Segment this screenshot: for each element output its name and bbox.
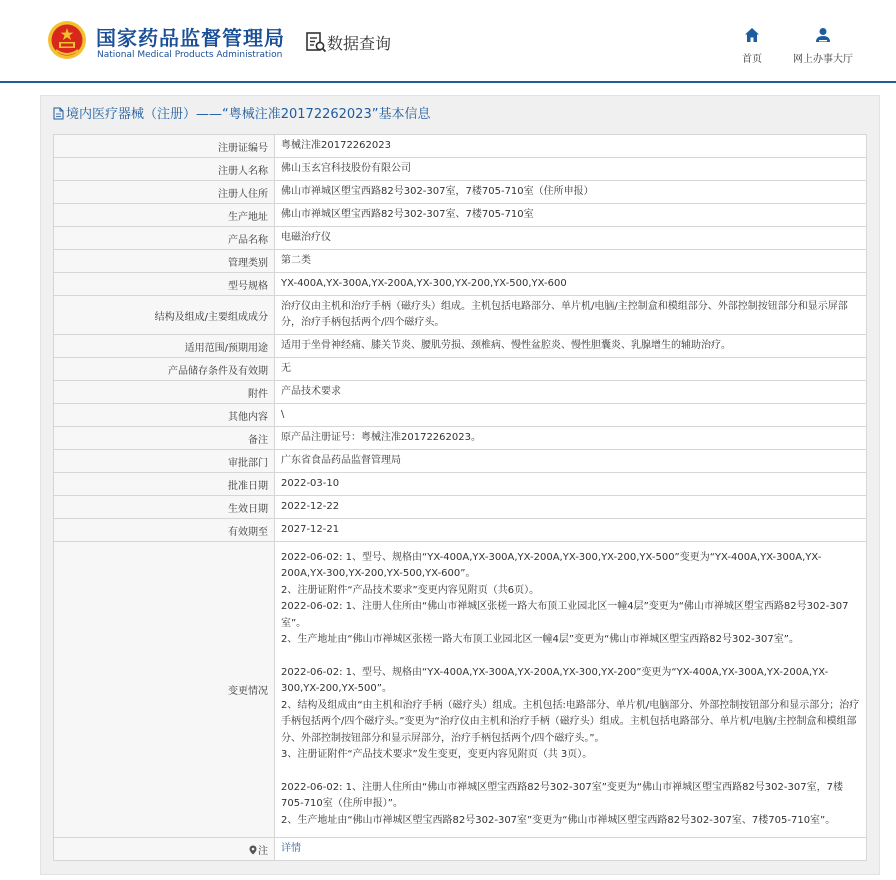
table-row <box>54 335 867 358</box>
table-row <box>54 496 867 519</box>
changes-label: 变更情况 <box>54 542 275 838</box>
field-label: 审批部门 <box>54 450 275 473</box>
table-row <box>54 381 867 404</box>
field-label: 生效日期 <box>54 496 275 519</box>
detail-panel <box>40 95 880 875</box>
note-row <box>54 838 867 861</box>
note-label: 注 <box>258 845 268 857</box>
field-label: 型号规格 <box>54 273 275 296</box>
change-line: 2022-06-02: 1、注册人住所由“佛山市禅城区塱宝西路82号302-307室”变更为“佛山市禅城区塱宝西路82号302-307室，7楼705-710室（住所申报）”。 <box>281 781 843 810</box>
field-label: 备注 <box>54 427 275 450</box>
changes-value <box>275 542 867 838</box>
field-label: 适用范围/预期用途 <box>54 335 275 358</box>
field-label: 产品名称 <box>54 227 275 250</box>
field-value: 产品技术要求 <box>275 381 867 404</box>
note-value <box>275 838 867 861</box>
field-value: 适用于坐骨神经痛、膝关节炎、腰肌劳损、颈椎病、慢性盆腔炎、慢性胆囊炎、乳腺增生的辅助治疗。 <box>275 335 867 358</box>
field-value: 2022-12-22 <box>275 496 867 519</box>
field-value: 无 <box>275 358 867 381</box>
nav-home-label: 首页 <box>742 54 762 65</box>
note-label-cell <box>54 838 275 861</box>
table-row <box>54 273 867 296</box>
field-value: 广东省食品药品监督管理局 <box>275 450 867 473</box>
nav-home[interactable] <box>733 26 771 65</box>
field-label: 有效期至 <box>54 519 275 542</box>
field-value: 佛山市禅城区塱宝西路82号302-307室、7楼705-710室 <box>275 204 867 227</box>
nav-online-office-label: 网上办事大厅 <box>793 54 853 65</box>
table-row <box>54 358 867 381</box>
field-value: 第二类 <box>275 250 867 273</box>
change-line: 2、注册证附件“产品技术要求”变更内容见附页（共6页）。 <box>281 584 540 596</box>
field-value: 2027-12-21 <box>275 519 867 542</box>
field-label: 批准日期 <box>54 473 275 496</box>
table-row <box>54 519 867 542</box>
info-table <box>53 134 867 861</box>
field-label: 注册人住所 <box>54 181 275 204</box>
data-query-icon <box>305 31 327 53</box>
field-value: 原产品注册证号：粤械注准20172262023。 <box>275 427 867 450</box>
change-line: 2022-06-02: 1、注册人住所由“佛山市禅城区张槎一路大布顶工业园北区一幢4层”变更为“佛山市禅城区塱宝西路82号302-307室”。 <box>281 601 849 629</box>
pin-icon <box>249 845 257 855</box>
table-row <box>54 227 867 250</box>
table-row <box>54 181 867 204</box>
table-row <box>54 250 867 273</box>
field-value: 电磁治疗仪 <box>275 227 867 250</box>
field-label: 附件 <box>54 381 275 404</box>
site-logo-subtitle: National Medical Products Administration <box>97 50 283 60</box>
header-divider <box>0 81 896 83</box>
nav-online-office[interactable] <box>790 26 856 65</box>
site-header <box>0 0 896 82</box>
field-label: 生产地址 <box>54 204 275 227</box>
table-row <box>54 404 867 427</box>
change-line: 2、生产地址由“佛山市禅城区张槎一路大布顶工业园北区一幢4层”变更为“佛山市禅城区塱宝西路82号302-307室”。 <box>281 634 799 646</box>
change-block <box>281 665 860 764</box>
panel-title <box>53 103 430 122</box>
data-query-label[interactable]: 数据查询 <box>327 34 392 53</box>
field-value: YX-400A,YX-300A,YX-200A,YX-300,YX-200,YX-500,YX-600 <box>275 273 867 296</box>
change-line: 2、生产地址由“佛山市禅城区塱宝西路82号302-307室”变更为“佛山市禅城区塱宝西路82号302-307室、7楼705-710室”。 <box>281 814 836 826</box>
field-label: 其他内容 <box>54 404 275 427</box>
panel-title-text: 境内医疗器械（注册）——“粤械注准20172262023”基本信息 <box>66 107 431 122</box>
user-icon <box>815 26 831 44</box>
site-logo-title: 国家药品监督管理局 <box>96 26 285 50</box>
field-label: 注册证编号 <box>54 135 275 158</box>
table-row <box>54 427 867 450</box>
field-label: 管理类别 <box>54 250 275 273</box>
field-value: 粤械注准20172262023 <box>275 135 867 158</box>
field-label: 注册人名称 <box>54 158 275 181</box>
field-value: 治疗仪由主机和治疗手柄（磁疗头）组成。主机包括电路部分、单片机/电脑/主控制盒和模组部分、外部控制按钮部分和显示屏部分，治疗手柄包括两个/四个磁疗头。 <box>275 296 867 335</box>
field-value: \ <box>275 404 867 427</box>
field-label: 产品储存条件及有效期 <box>54 358 275 381</box>
home-icon <box>744 26 760 44</box>
detail-link[interactable]: 详情 <box>281 842 301 854</box>
change-line: 2022-06-02: 1、型号、规格由“YX-400A,YX-300A,YX-200A,YX-300,YX-200,YX-500”变更为“YX-400A,YX-300A,YX-200A,YX-300,YX-200,YX-500,YX-600”。 <box>281 551 822 580</box>
change-line: 2、结构及组成由“由主机和治疗手柄（磁疗头）组成。主机包括:电路部分、单片机/电脑部分、外部控制按钮部分和显示部分；治疗手柄包括两个/四个磁疗头。”变更为“治疗仪由主机和治疗手柄（磁疗头）组成。主机包括电路部分、单片机/电脑/主控制盒和模组部分、外部控制按钮部分和显示屏部分，治疗手柄包括两个/四个磁疗头。”。 <box>281 699 860 744</box>
field-value: 2022-03-10 <box>275 473 867 496</box>
table-row <box>54 473 867 496</box>
table-row <box>54 158 867 181</box>
table-row <box>54 450 867 473</box>
changes-row <box>54 542 867 838</box>
change-line: 3、注册证附件“产品技术要求”发生变更，变更内容见附页（共 3页）。 <box>281 749 593 761</box>
national-emblem-icon <box>47 20 87 60</box>
change-block <box>281 780 860 830</box>
table-row <box>54 296 867 335</box>
field-label: 结构及组成/主要组成成分 <box>54 296 275 335</box>
change-line: 2022-06-02: 1、型号、规格由“YX-400A,YX-300A,YX-200A,YX-300,YX-200”变更为“YX-400A,YX-300A,YX-200A,YX-300,YX-200,YX-500”。 <box>281 666 829 695</box>
table-row <box>54 135 867 158</box>
field-value: 佛山市禅城区塱宝西路82号302-307室，7楼705-710室（住所申报） <box>275 181 867 204</box>
change-block <box>281 550 860 649</box>
table-row <box>54 204 867 227</box>
field-value: 佛山玉玄宫科技股份有限公司 <box>275 158 867 181</box>
document-icon <box>53 107 64 120</box>
